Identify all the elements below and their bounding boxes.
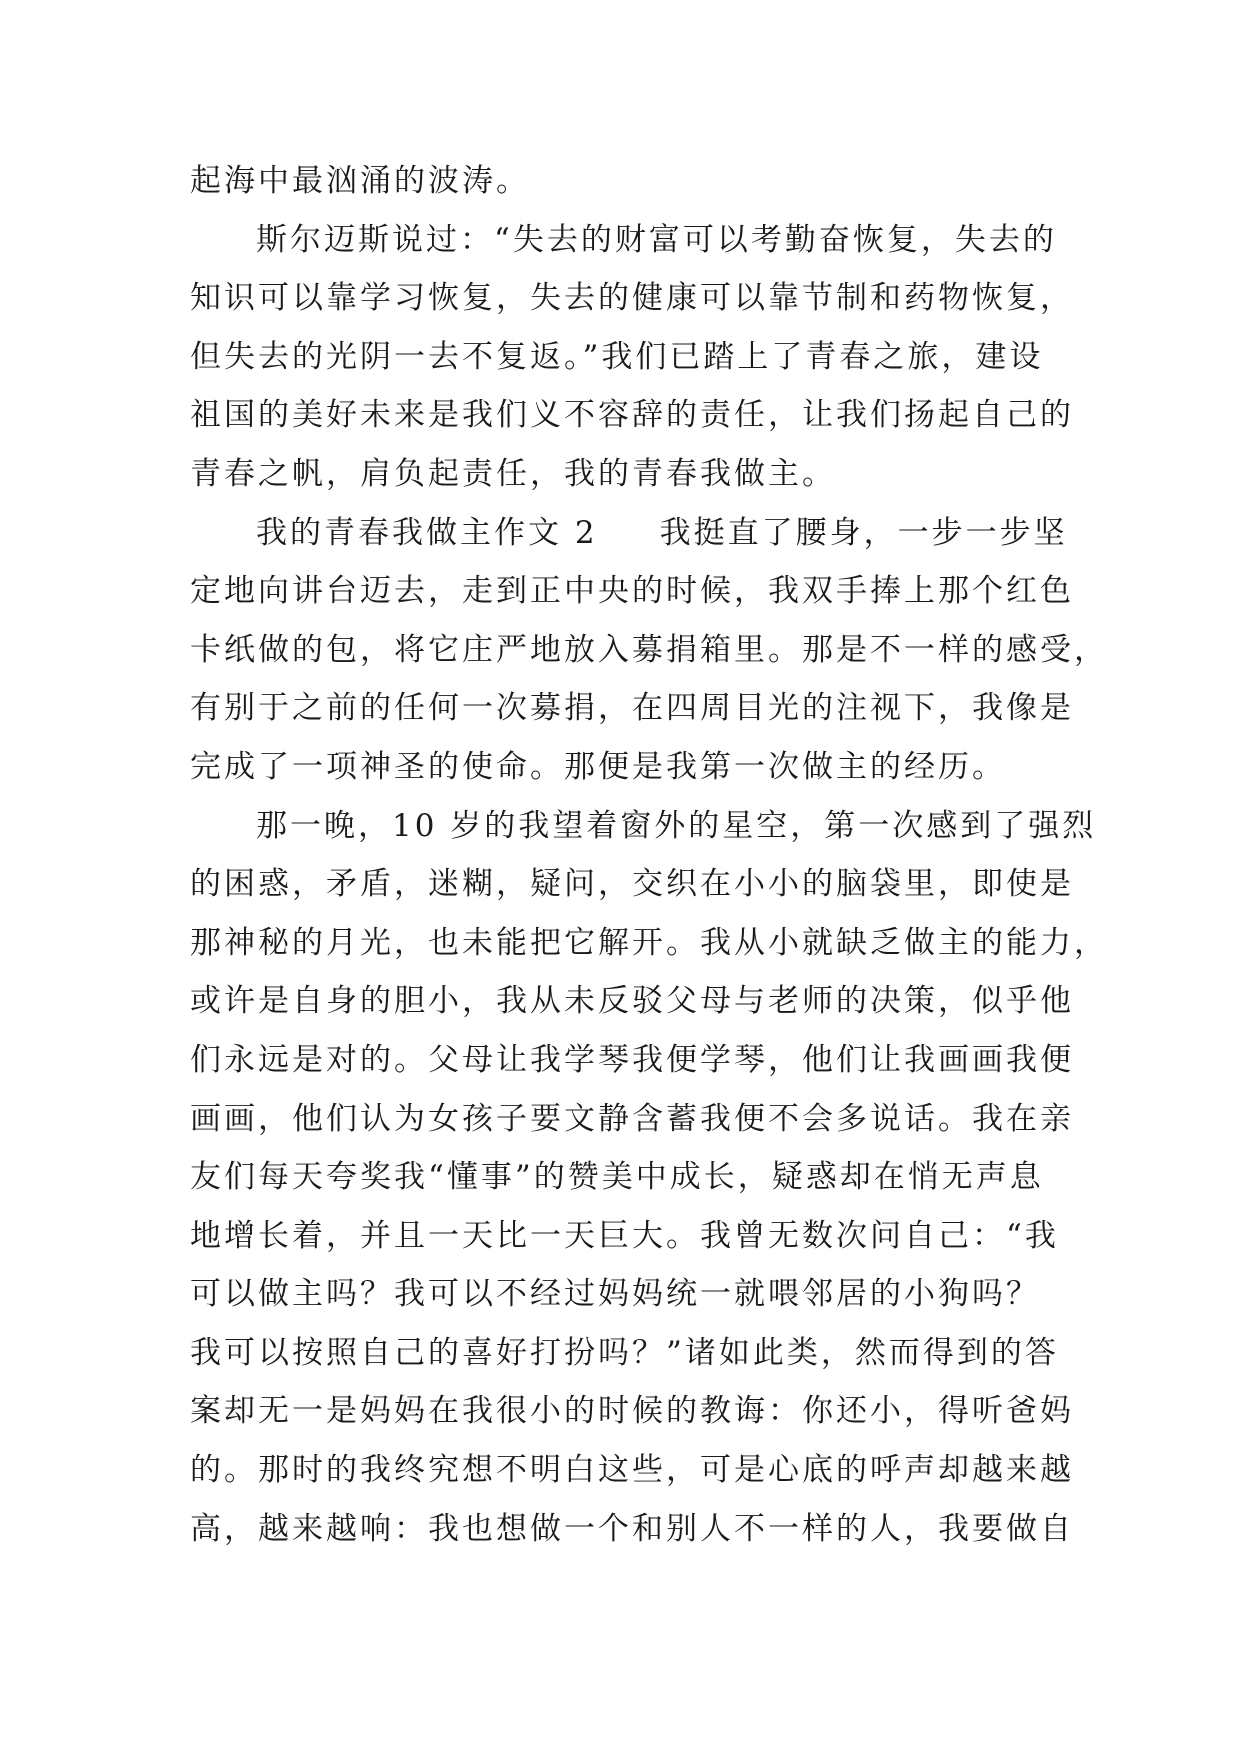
text-line: 但失去的光阴一去不复返。”我们已踏上了青春之旅，建设 — [190, 338, 1044, 375]
text-line: 知识可以靠学习恢复，失去的健康可以靠节制和药物恢复， — [190, 280, 1074, 317]
text-line: 们永远是对的。父母让我学琴我便学琴，他们让我画画我便 — [190, 1041, 1074, 1078]
text-line: 起海中最汹涌的波涛。 — [190, 163, 530, 199]
text-line: 我可以按照自己的喜好打扮吗？”诸如此类，然而得到的答 — [190, 1334, 1059, 1371]
heading-line — [190, 504, 1070, 563]
text-line: 案却无一是妈妈在我很小的时候的教诲：你还小，得听爸妈 — [190, 1393, 1074, 1430]
text-line: 画画，他们认为女孩子要文静含蓄我便不会多说话。我在亲 — [190, 1100, 1074, 1137]
essay-heading: 我的青春我做主作文 2 — [256, 514, 598, 551]
paragraph-first-line: 那一晚，10 岁的我望着窗外的星空，第一次感到了强烈 — [256, 807, 1097, 844]
text-line: 有别于之前的任何一次募捐，在四周目光的注视下，我像是 — [190, 690, 1074, 727]
paragraph-first-line: 我挺直了腰身，一步一步坚 — [659, 514, 1068, 551]
text-line: 的困惑，矛盾，迷糊，疑问，交织在小小的脑袋里，即使是 — [190, 866, 1074, 903]
text-line: 那神秘的月光，也未能把它解开。我从小就缺乏做主的能力， — [190, 924, 1108, 961]
paragraph-first-line: 斯尔迈斯说过：“失去的财富可以考勤奋恢复，失去的 — [256, 221, 1057, 258]
text-line: 友们每天夸奖我“懂事”的赞美中成长，疑惑却在悄无声息 — [190, 1159, 1044, 1196]
text-line: 完成了一项神圣的使命。那便是我第一次做主的经历。 — [190, 748, 1006, 785]
text-line: 卡纸做的包，将它庄严地放入募捐箱里。那是不一样的感受， — [190, 631, 1108, 668]
text-line: 高，越来越响：我也想做一个和别人不一样的人，我要做自 — [190, 1510, 1074, 1547]
text-line: 定地向讲台迈去，走到正中央的时候，我双手捧上那个红色 — [190, 573, 1074, 610]
text-line: 祖国的美好未来是我们义不容辞的责任，让我们扬起自己的 — [190, 397, 1074, 434]
text-line: 地增长着，并且一天比一天巨大。我曾无数次问自己：“我 — [190, 1217, 1059, 1254]
text-line: 的。那时的我终究想不明白这些，可是心底的呼声却越来越 — [190, 1452, 1074, 1489]
essay-body — [190, 152, 1108, 1558]
text-line: 或许是自身的胆小，我从未反驳父母与老师的决策，似乎他 — [190, 983, 1074, 1020]
text-line: 可以做主吗？我可以不经过妈妈统一就喂邻居的小狗吗？ — [190, 1276, 1040, 1313]
text-line: 青春之帆，肩负起责任，我的青春我做主。 — [190, 455, 836, 492]
